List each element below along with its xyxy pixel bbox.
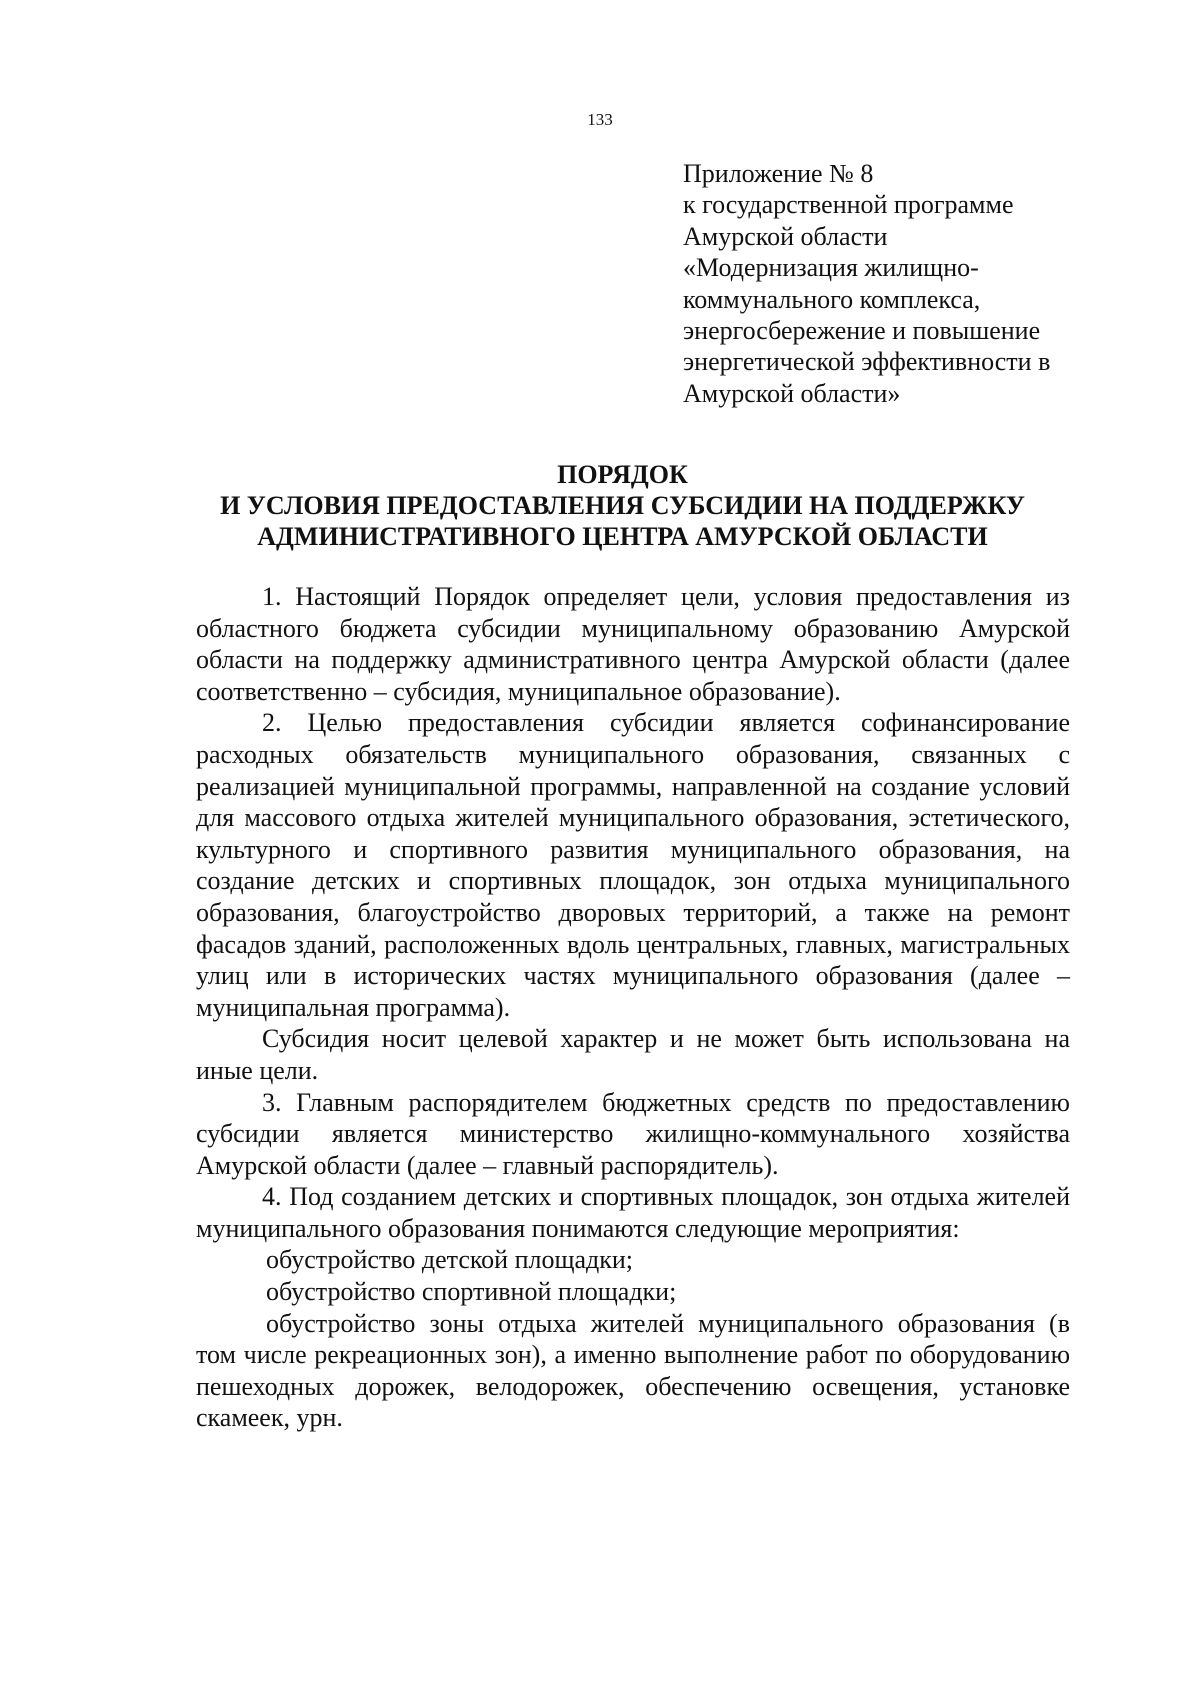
title-line: ПОРЯДОК (557, 460, 688, 489)
appendix-line: Амурской области (683, 221, 888, 251)
paragraph-3: 3. Главным распорядителем бюджетных средств по предоставлению субсидии является министерство жилищно-коммунального хозяйства Амурской области (далее – главный распорядитель). (196, 1087, 1070, 1180)
appendix-line: «Модернизация жилищно- (683, 253, 979, 283)
paragraph-1: 1. Настоящий Порядок определяет цели, условия предоставления из областного бюджета субсидии муниципальному образованию Амурской области на поддержку административного центра Амурской области (далее соответственно – субсидия, муниципальное образование). (196, 582, 1070, 706)
paragraph-2: 2. Целью предоставления субсидии является софинансирование расходных обязательств муниципального образования, связанных с реализацией муниципальной программы, направленной на создание условий для массового отдыха жителей муниципального образования, эстетического, культурного и спортивного развития муниципального образования, на создание детских и спортивных площадок, зон отдыха муниципального образования, благоустройство дворовых территорий, а также на ремонт фасадов зданий, расположенных вдоль центральных, главных, магистральных улиц или в исторических частях муниципального образования (далее – муниципальная программа). (196, 708, 1070, 1022)
appendix-line: энергетической эффективности в (683, 347, 1051, 377)
paragraph-4: 4. Под созданием детских и спортивных площадок, зон отдыха жителей муниципального образования понимаются следующие мероприятия: (196, 1182, 1070, 1243)
appendix-line: Приложение № 8 (683, 159, 874, 188)
list-item: обустройство спортивной площадки; (266, 1277, 677, 1307)
appendix-line: энергосбережение и повышение (683, 316, 1041, 346)
list-item: обустройство детской площадки; (266, 1245, 634, 1275)
document-body (196, 581, 1070, 1434)
title-line: И УСЛОВИЯ ПРЕДОСТАВЛЕНИЯ СУБСИДИИ НА ПОДДЕРЖКУ (220, 491, 1025, 520)
appendix-line: к государственной программе (683, 190, 1014, 220)
list-item: обустройство зоны отдыха жителей муниципального образования (в том числе рекреационных зон), а именно выполнение работ по оборудованию пешеходных дорожек, велодорожек, обеспечению освещения, установке скамеек, урн. (196, 1308, 1070, 1433)
appendix-line: коммунального комплекса, (683, 284, 981, 314)
title-line: АДМИНИСТРАТИВНОГО ЦЕНТРА АМУРСКОЙ ОБЛАСТИ (257, 522, 988, 551)
paragraph-2-note: Субсидия носит целевой характер и не может быть использована на иные цели. (196, 1024, 1070, 1085)
page-number: 133 (587, 110, 613, 129)
appendix-line: Амурской области» (683, 378, 901, 408)
document-title (150, 459, 1095, 552)
appendix-reference (683, 158, 1103, 409)
